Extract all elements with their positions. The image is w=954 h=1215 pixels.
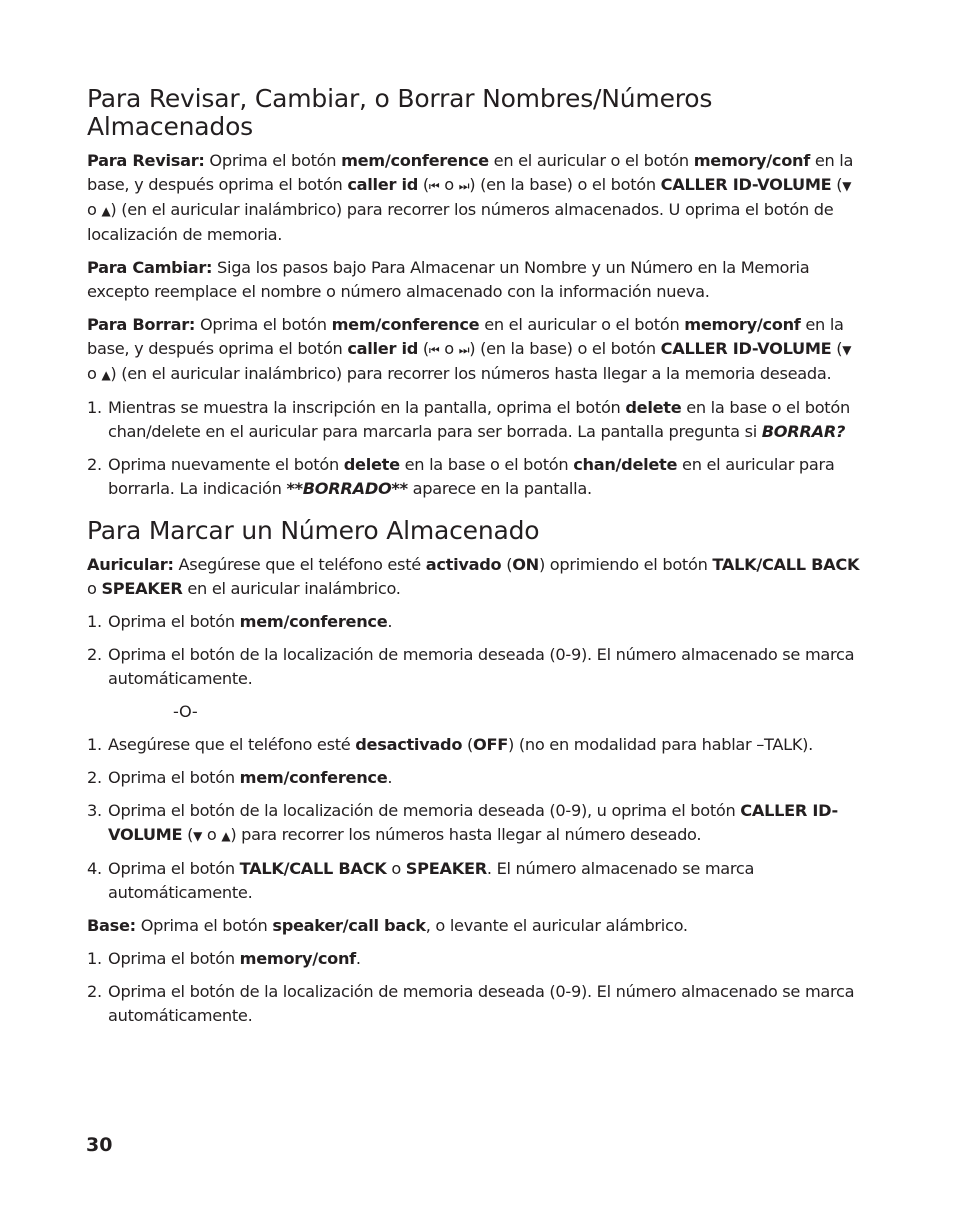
label-para-borrar: Para Borrar: (87, 315, 196, 334)
list-item: 2. Oprima nuevamente el botón delete en la base o el botón chan/delete en el auricular para borrarla. La indicación **BORRADO** aparece en la pantalla. (87, 455, 835, 498)
label-auricular: Auricular: (87, 555, 174, 574)
handset-on-steps-list (87, 610, 865, 691)
list-item: 1. Oprima el botón mem/conference. (87, 612, 393, 631)
list-item: 1. Mientras se muestra la inscripción en la pantalla, oprima el botón delete en la base o el botón chan/delete en el auricular para marcarla para ser borrada. La pantalla pregunta si BORRAR? (87, 398, 850, 441)
paragraph-base: Base: Oprima el botón speaker/call back, o levante el auricular alámbrico. (87, 916, 688, 935)
label-para-cambiar: Para Cambiar: (87, 258, 213, 277)
label-para-revisar: Para Revisar: (87, 151, 205, 170)
skip-forward-icon: ⏭ (458, 179, 470, 193)
list-item: 2. Oprima el botón mem/conference. (87, 768, 393, 787)
handset-off-steps-list (87, 733, 865, 905)
list-item: 2. Oprima el botón de la localización de memoria deseada (0-9). El número almacenado se marca automáticamente. (87, 645, 855, 688)
arrow-up-icon: ▲ (101, 368, 111, 382)
skip-back-icon: ⏮ (428, 179, 440, 193)
arrow-down-icon: ▼ (193, 829, 203, 843)
section-heading-review: Para Revisar, Cambiar, o Borrar Nombres/Números Almacenados (87, 84, 713, 141)
list-item: 1. Oprima el botón memory/conf. (87, 949, 361, 968)
arrow-down-icon: ▼ (842, 179, 852, 193)
skip-back-icon: ⏮ (428, 343, 440, 357)
paragraph-para-borrar: Para Borrar: Oprima el botón mem/conference en el auricular o el botón memory/conf en la base, y después oprima el botón caller id (⏮ o ⏭) (en la base) o el botón CALLER ID-VOLUME (▼ o ▲) (en el auricular inalámbrico) para recorrer los números hasta llegar a la memoria deseada. (87, 315, 852, 383)
paragraph-para-cambiar: Para Cambiar: Siga los pasos bajo Para Almacenar un Nombre y un Número en la Memoria excepto reemplace el nombre o número almacenado con la información nueva. (87, 258, 810, 301)
arrow-down-icon: ▼ (842, 343, 852, 357)
label-base: Base: (87, 916, 136, 935)
delete-steps-list (87, 396, 865, 501)
paragraph-auricular: Auricular: Asegúrese que el teléfono esté activado (ON) oprimiendo el botón TALK/CALL BACK o SPEAKER en el auricular inalámbrico. (87, 555, 860, 598)
arrow-up-icon: ▲ (101, 204, 111, 218)
list-item: 3. Oprima el botón de la localización de memoria deseada (0-9), u oprima el botón CALLER ID-VOLUME (▼ o ▲) para recorrer los números hasta llegar al número deseado. (87, 801, 838, 844)
list-item: 2. Oprima el botón de la localización de memoria deseada (0-9). El número almacenado se marca automáticamente. (87, 982, 855, 1025)
manual-page (87, 85, 865, 1037)
or-separator: -O- (173, 702, 198, 721)
list-item: 1. Asegúrese que el teléfono esté desactivado (OFF) (no en modalidad para hablar –TALK). (87, 735, 814, 754)
list-item: 4. Oprima el botón TALK/CALL BACK o SPEAKER. El número almacenado se marca automáticamente. (87, 859, 755, 902)
base-steps-list (87, 947, 865, 1028)
skip-forward-icon: ⏭ (458, 343, 470, 357)
paragraph-para-revisar: Para Revisar: Oprima el botón mem/conference en el auricular o el botón memory/conf en la base, y después oprima el botón caller id (⏮ o ⏭) (en la base) o el botón CALLER ID-VOLUME (▼ o ▲) (en el auricular inalámbrico) para recorrer los números almacenados. U oprima el botón de localización de memoria. (87, 151, 854, 244)
arrow-up-icon: ▲ (221, 829, 231, 843)
section-heading-dial: Para Marcar un Número Almacenado (87, 516, 540, 545)
page-number: 30 (86, 1134, 113, 1156)
